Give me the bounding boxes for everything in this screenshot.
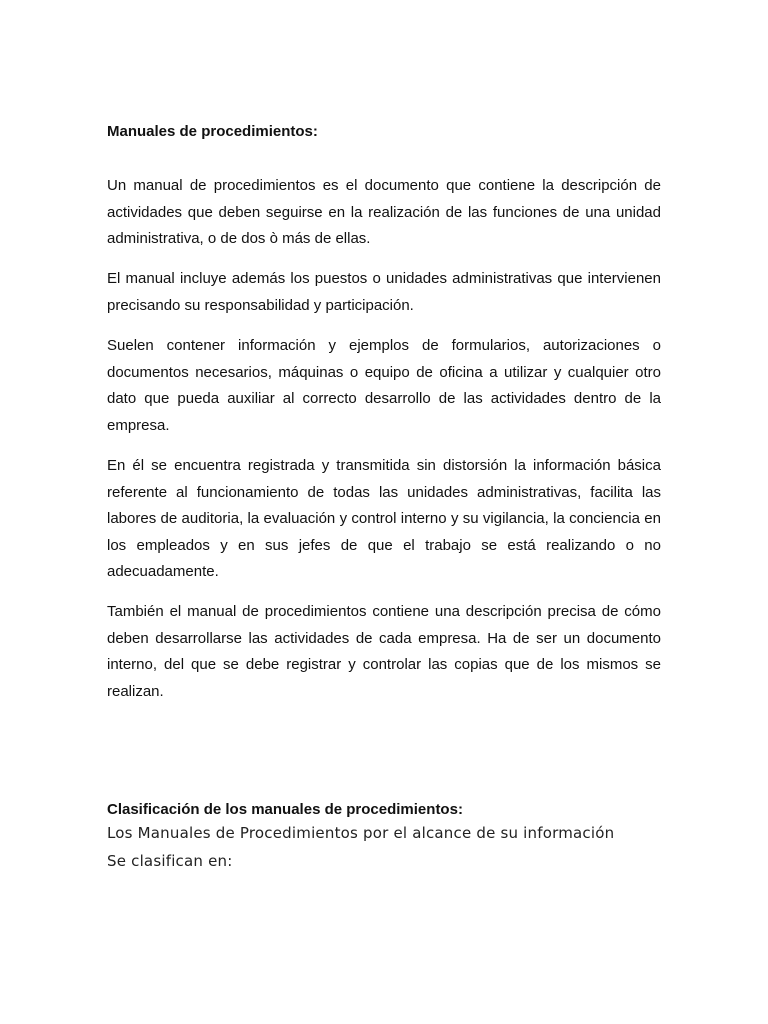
paragraph-definition: Un manual de procedimientos es el documento que contiene la descripción de actividades que deben seguirse en la realización de las funciones de una unidad administrativa, o de dos ò más de ellas. bbox=[107, 177, 661, 247]
section-heading-manuales: Manuales de procedimientos: bbox=[107, 123, 318, 140]
paragraph-puestos: El manual incluye además los puestos o unidades administrativas que intervienen precisando su responsabilidad y participación. bbox=[107, 270, 661, 314]
paragraph-funcionamiento: En él se encuentra registrada y transmitida sin distorsión la información básica referente al funcionamiento de todas las unidades administrativas, facilita las labores de auditoria, la evaluación y control interno y su vigilancia, la conciencia en los empleados y en sus jefes de que el trabajo se está realizando o no adecuadamente. bbox=[107, 457, 661, 580]
paragraph-contenido: Suelen contener información y ejemplos de formularios, autorizaciones o documentos necesarios, máquinas o equipo de oficina a utilizar y cualquier otro dato que pueda auxiliar al correcto desarrollo de las actividades dentro de la empresa. bbox=[107, 337, 661, 434]
classification-line-clasifican: Se clasifican en: bbox=[107, 852, 233, 870]
classification-line-alcance: Los Manuales de Procedimientos por el alcance de su información bbox=[107, 824, 615, 842]
section-heading-clasificacion: Clasificación de los manuales de procedimientos: bbox=[107, 801, 463, 818]
paragraph-descripcion: También el manual de procedimientos contiene una descripción precisa de cómo deben desarrollarse las actividades de cada empresa. Ha de ser un documento interno, del que se debe registrar y controlar las copias que de los mismos se realizan. bbox=[107, 603, 661, 700]
